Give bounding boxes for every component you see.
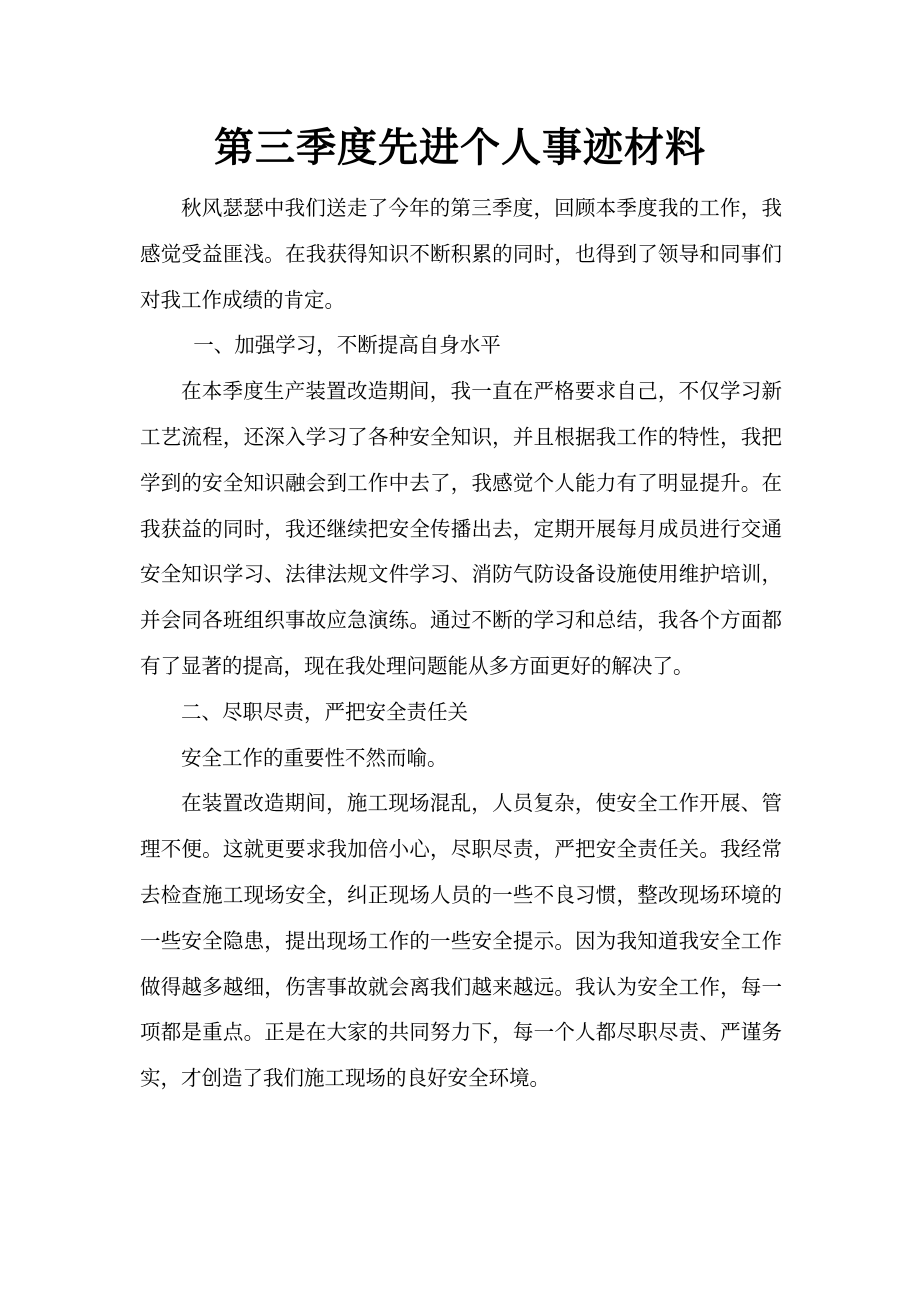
document-body [140, 186, 782, 1102]
paragraph-section-2-body: 在装置改造期间，施工现场混乱，人员复杂，使安全工作开展、管理不便。这就更要求我加倍小心，尽职尽责，严把安全责任关。我经常去检查施工现场安全，纠正现场人员的一些不良习惯，整改现场环境的一些安全隐患，提出现场工作的一些安全提示。因为我知道我安全工作做得越多越细，伤害事故就会离我们越来越远。我认为安全工作，每一项都是重点。正是在大家的共同努力下，每一个人都尽职尽责、严谨务实，才创造了我们施工现场的良好安全环境。 [140, 791, 782, 1091]
document-title: 第三季度先进个人事迹材料 [214, 124, 706, 171]
paragraph-section-2-lead: 安全工作的重要性不然而喻。 [181, 745, 448, 770]
section-heading-2: 二、尽职尽责，严把安全责任关 [181, 699, 468, 724]
paragraph-section-1: 在本季度生产装置改造期间，我一直在严格要求自己，不仅学习新工艺流程，还深入学习了各种安全知识，并且根据我工作的特性，我把学到的安全知识融会到工作中去了，我感觉个人能力有了明显提升。在我获益的同时，我还继续把安全传播出去，定期开展每月成员进行交通安全知识学习、法律法规文件学习、消防气防设备设施使用维护培训，并会同各班组织事故应急演练。通过不断的学习和总结，我各个方面都有了显著的提高，现在我处理问题能从多方面更好的解决了。 [140, 379, 782, 678]
paragraph-intro: 秋风瑟瑟中我们送走了今年的第三季度，回顾本季度我的工作，我感觉受益匪浅。在我获得知识不断积累的同时，也得到了领导和同事们对我工作成绩的肯定。 [140, 196, 782, 312]
section-heading-1: 一、加强学习，不断提高自身水平 [193, 333, 501, 358]
